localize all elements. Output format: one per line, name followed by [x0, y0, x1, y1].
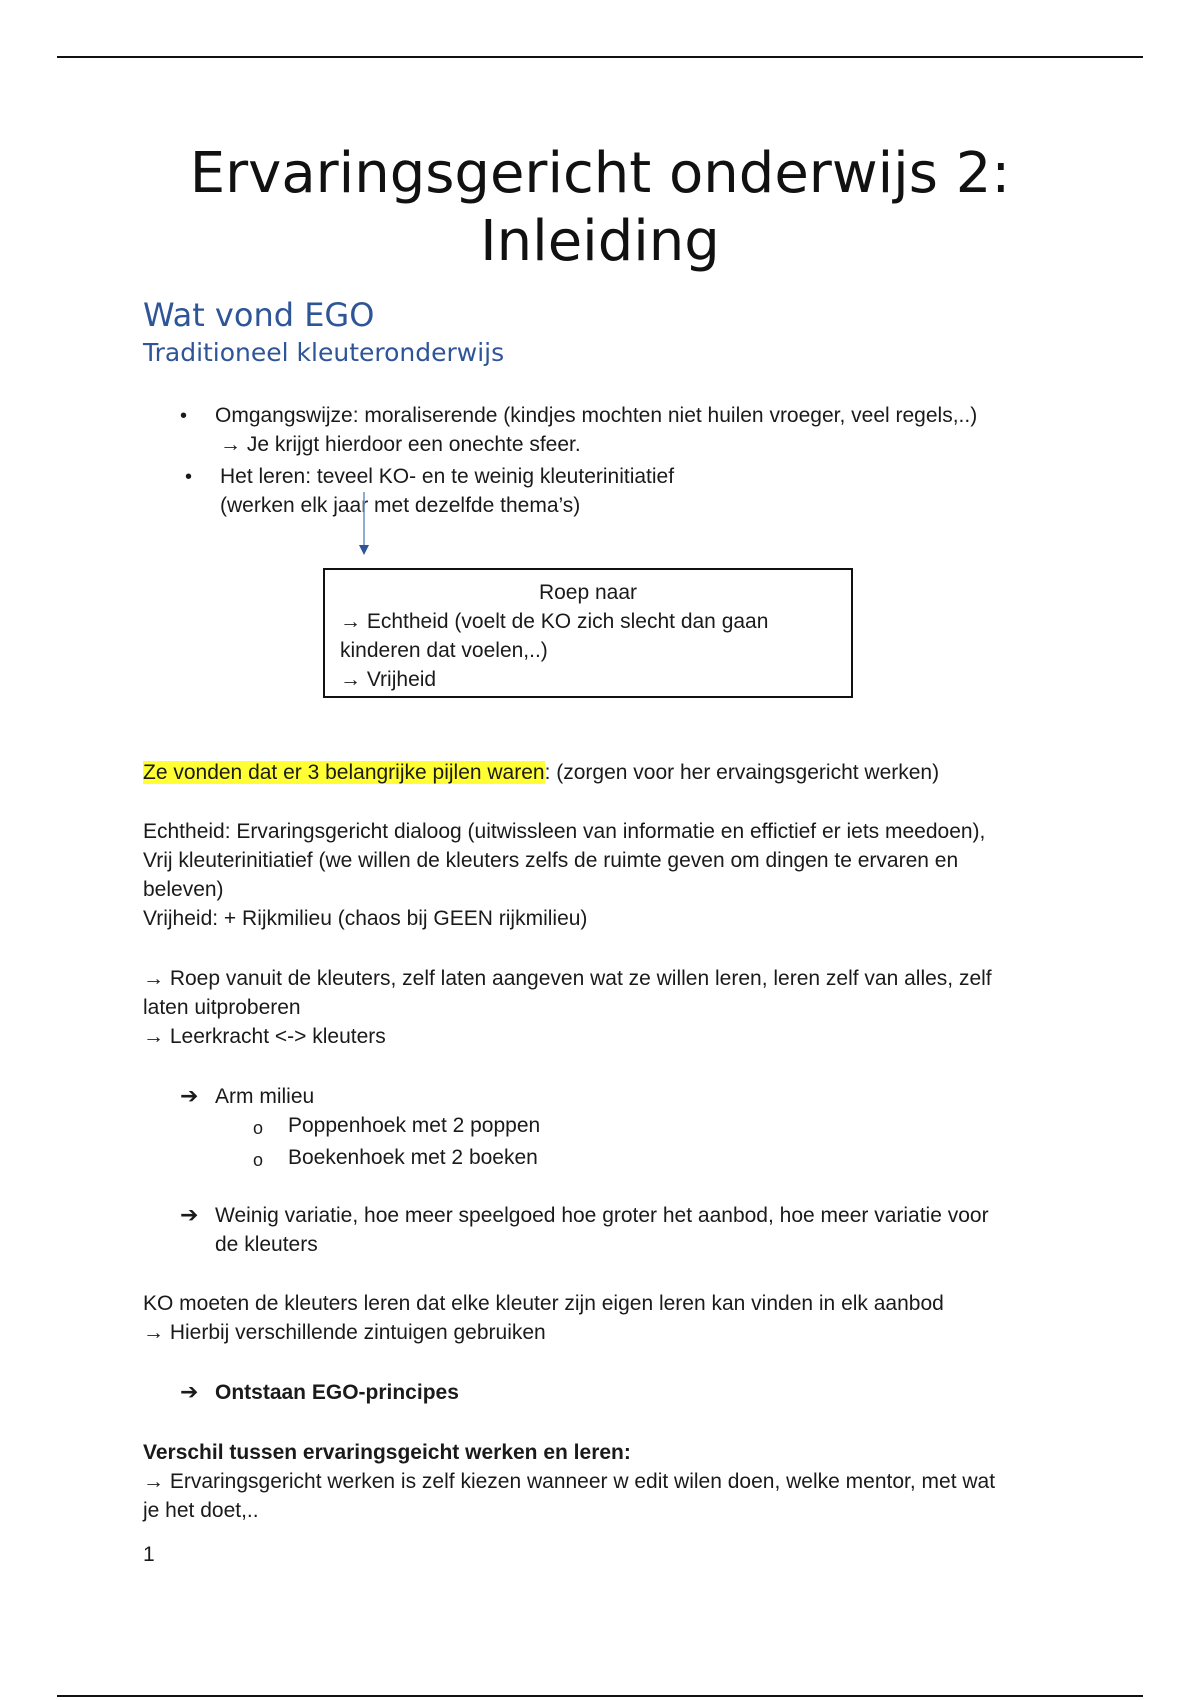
- ontstaan-ego-principes: Ontstaan EGO-principes: [215, 1381, 459, 1404]
- arrow-right-icon: ➔: [180, 1379, 199, 1404]
- bullet-het-leren-sub: (werken elk jaar met dezelfde thema’s): [220, 494, 581, 517]
- arrow-down-icon: [358, 492, 370, 558]
- box-line: → Echtheid (voelt de KO zich slecht dan gaan: [340, 610, 769, 633]
- roep-line: → Roep vanuit de kleuters, zelf laten aangeven wat ze willen leren, leren zelf van alles, zelf: [143, 967, 992, 990]
- page-title: Ervaringsgericht onderwijs 2: Inleiding: [189, 141, 1011, 274]
- vrijheid-line: Vrijheid: + Rijkmilieu (chaos bij GEEN rijkmilieu): [143, 907, 588, 930]
- highlighted-text: Ze vonden dat er 3 belangrijke pijlen waren: [143, 761, 545, 784]
- page-number: 1: [143, 1543, 155, 1566]
- arrow-right-icon: ➔: [180, 1083, 199, 1108]
- heading-wat-vond-ego: Wat vond EGO: [143, 296, 375, 334]
- pijlen-rest: : (zorgen voor her ervaingsgericht werken): [544, 761, 940, 784]
- box-title: Roep naar: [538, 581, 638, 604]
- box-line: → Vrijheid: [340, 668, 437, 691]
- bullet-het-leren: Het leren: teveel KO- en te weinig kleuterinitiatief: [220, 465, 675, 488]
- bullet-dot: •: [180, 405, 188, 427]
- box-line: kinderen dat voelen,..): [340, 639, 548, 662]
- verschil-line: je het doet,..: [143, 1499, 259, 1522]
- bullet-dot: •: [185, 466, 193, 488]
- arm-milieu-label: Arm milieu: [215, 1085, 315, 1108]
- roep-line: laten uitproberen: [143, 996, 301, 1019]
- bullet-omgangswijze: Omgangswijze: moraliserende (kindjes mochten niet huilen vroeger, veel regels,..): [215, 404, 978, 427]
- heading-traditioneel: Traditioneel kleuteronderwijs: [143, 338, 505, 367]
- verschil-heading: Verschil tussen ervaringsgeicht werken en leren:: [143, 1441, 631, 1464]
- bullet-omgangswijze-sub: → Je krijgt hierdoor een onechte sfeer.: [220, 433, 581, 456]
- arm-milieu-item: Poppenhoek met 2 poppen: [288, 1114, 541, 1137]
- circle-bullet-icon: o: [253, 1150, 264, 1170]
- verschil-line: → Ervaringsgericht werken is zelf kiezen wanneer w edit wilen doen, welke mentor, met wat: [143, 1470, 996, 1493]
- roep-line: → Leerkracht <-> kleuters: [143, 1025, 386, 1048]
- bottom-rule: [57, 1695, 1143, 1697]
- variatie-line: de kleuters: [215, 1233, 318, 1256]
- top-rule: [57, 56, 1143, 58]
- arrow-right-icon: ➔: [180, 1202, 199, 1227]
- echtheid-line: beleven): [143, 878, 224, 901]
- echtheid-line: Echtheid: Ervaringsgericht dialoog (uitwissleen van informatie en effictief er iets meedoen),: [143, 820, 986, 843]
- arm-milieu-item: Boekenhoek met 2 boeken: [288, 1146, 538, 1169]
- circle-bullet-icon: o: [253, 1118, 264, 1138]
- roep-naar-box: [323, 568, 853, 698]
- pijlen-line: [143, 758, 939, 787]
- ko-line: KO moeten de kleuters leren dat elke kleuter zijn eigen leren kan vinden in elk aanbod: [143, 1292, 944, 1315]
- echtheid-line: Vrij kleuterinitiatief (we willen de kleuters zelfs de ruimte geven om dingen te ervaren en: [143, 849, 959, 872]
- ko-line: → Hierbij verschillende zintuigen gebruiken: [143, 1321, 546, 1344]
- variatie-line: Weinig variatie, hoe meer speelgoed hoe groter het aanbod, hoe meer variatie voor: [215, 1204, 989, 1227]
